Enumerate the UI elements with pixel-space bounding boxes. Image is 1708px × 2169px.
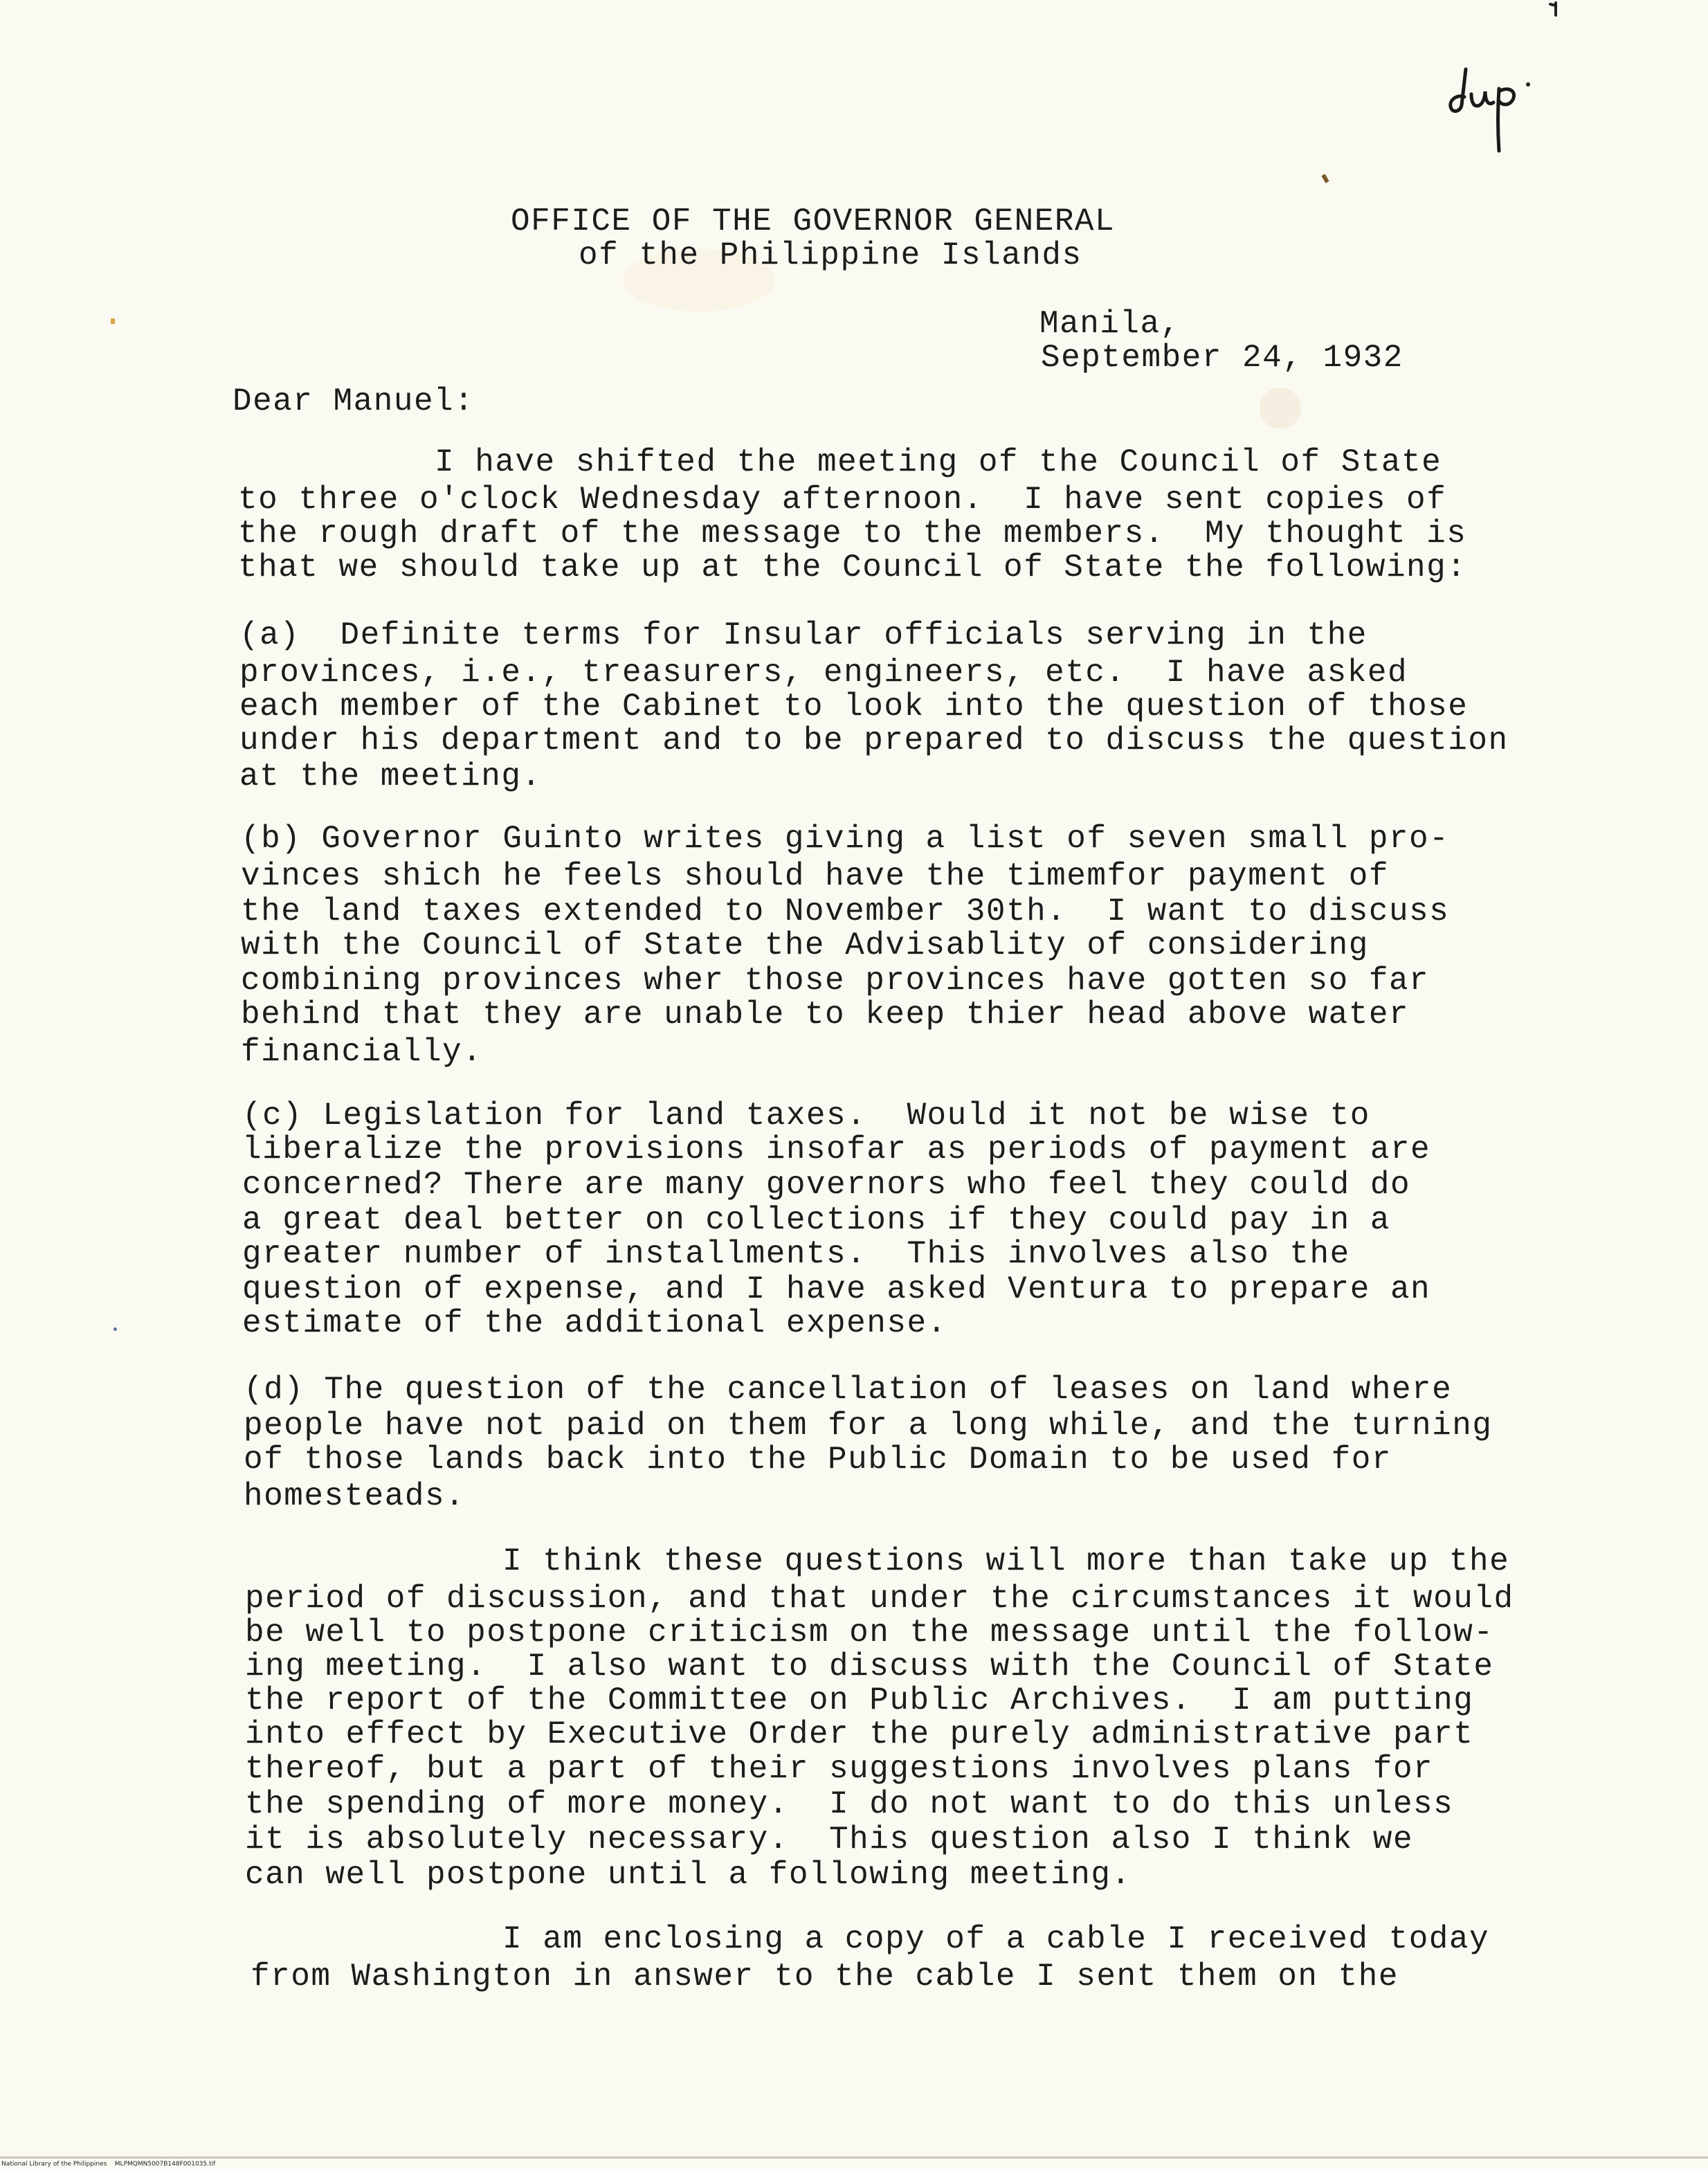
item-a-line: each member of the Cabinet to look into the question of those <box>239 689 1469 725</box>
item-b-line: financially. <box>241 1034 483 1070</box>
item-a-line: at the meeting. <box>239 759 542 795</box>
closing-line: thereof, but a part of their suggestions involves plans for <box>245 1751 1434 1787</box>
archive-footer-label: National Library of the Philippines MLPMQMN5007B148F001035.tif <box>1 2161 216 2168</box>
closing-line: it is absolutely necessary. This question also I think we <box>245 1822 1414 1858</box>
item-a-line: under his department and to be prepared to discuss the question <box>239 723 1509 759</box>
letterhead-title: OFFICE OF THE GOVERNOR GENERAL <box>511 203 1116 239</box>
intro-line: I have shifted the meeting of the Council of State <box>435 444 1442 480</box>
ink-speck <box>113 1327 117 1331</box>
closing-line: be well to postpone criticism on the message until the follow- <box>245 1615 1494 1651</box>
enclosure-line: from Washington in answer to the cable I sent them on the <box>251 1959 1399 1995</box>
intro-line: to three o'clock Wednesday afternoon. I have sent copies of <box>238 482 1447 518</box>
item-b-line: the land taxes extended to November 30th. I want to discuss <box>241 893 1450 929</box>
item-c-line: greater number of installments. This involves also the <box>242 1236 1350 1272</box>
closing-line: into effect by Executive Order the purely administrative part <box>245 1716 1474 1752</box>
item-a-line: (a) Definite terms for Insular officials serving in the <box>239 617 1368 653</box>
item-c-line: liberalize the provisions insofar as periods of payment are <box>242 1132 1431 1168</box>
letterhead-subtitle: of the Philippine Islands <box>579 237 1082 273</box>
item-b-line: (b) Governor Guinto writes giving a list of seven small pro- <box>241 821 1450 857</box>
closing-line: the report of the Committee on Public Archives. I am putting <box>245 1682 1474 1718</box>
dateline-place: Manila, <box>1039 306 1181 342</box>
closing-line: can well postpone until a following meeting. <box>245 1857 1132 1893</box>
item-c-line: question of expense, and I have asked Ventura to prepare an <box>242 1271 1431 1307</box>
item-b-line: vinces shich he feels should have the timemfor payment of <box>241 858 1389 894</box>
dateline-date: September 24, 1932 <box>1041 340 1403 376</box>
closing-line: the spending of more money. I do not want to do this unless <box>245 1786 1454 1822</box>
item-b-line: with the Council of State the Advisablity of considering <box>241 927 1369 963</box>
salutation: Dear Manuel: <box>233 383 475 419</box>
item-b-line: combining provinces wher those provinces have gotten so far <box>241 963 1430 999</box>
closing-line: ing meeting. I also want to discuss with the Council of State <box>245 1649 1494 1685</box>
item-c-line: (c) Legislation for land taxes. Would it not be wise to <box>242 1098 1370 1134</box>
item-c-line: concerned? There are many governors who feel they could do <box>242 1167 1411 1203</box>
corner-mark <box>1547 0 1575 28</box>
item-b-line: behind that they are unable to keep thier head above water <box>241 997 1410 1033</box>
closing-line: I think these questions will more than take up the <box>502 1543 1510 1579</box>
item-c-line: estimate of the additional expense. <box>242 1305 947 1341</box>
item-d-line: of those lands back into the Public Domain to be used for <box>244 1442 1392 1478</box>
scan-bottom-edge <box>0 2157 1708 2159</box>
item-d-line: (d) The question of the cancellation of leases on land where <box>244 1372 1453 1408</box>
ink-speck <box>111 318 115 324</box>
enclosure-line: I am enclosing a copy of a cable I received today <box>502 1921 1490 1957</box>
intro-line: that we should take up at the Council of State the following: <box>238 550 1467 586</box>
item-d-line: homesteads. <box>244 1478 466 1514</box>
ink-speck <box>1321 174 1329 183</box>
intro-line: the rough draft of the message to the members. My thought is <box>238 516 1467 552</box>
closing-line: period of discussion, and that under the circumstances it would <box>245 1581 1514 1617</box>
item-c-line: a great deal better on collections if they could pay in a <box>242 1202 1390 1238</box>
item-a-line: provinces, i.e., treasurers, engineers, etc. I have asked <box>239 655 1408 691</box>
item-d-line: people have not paid on them for a long while, and the turning <box>244 1408 1493 1444</box>
paper-stain <box>1260 388 1301 429</box>
handwritten-dup-annotation <box>1446 54 1543 158</box>
